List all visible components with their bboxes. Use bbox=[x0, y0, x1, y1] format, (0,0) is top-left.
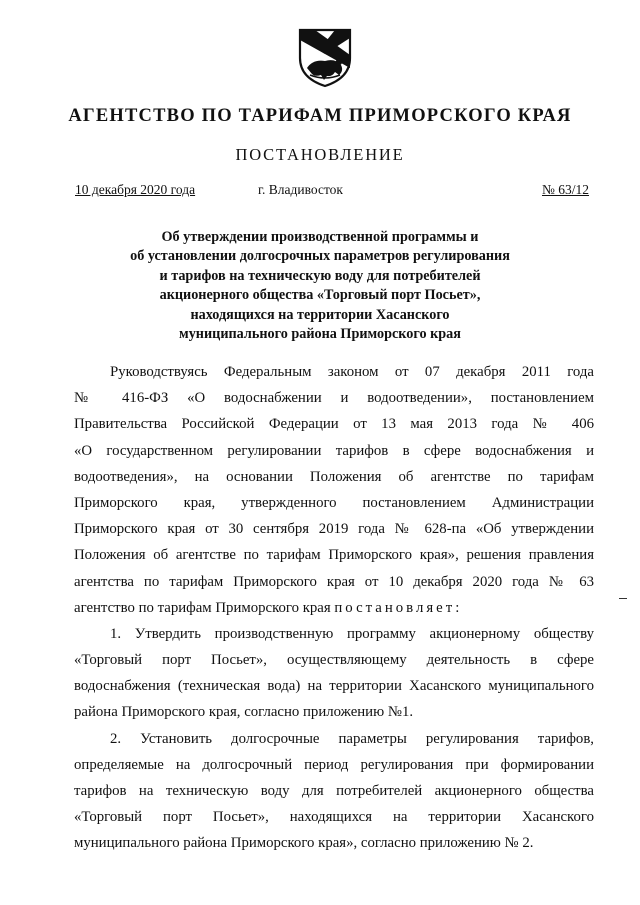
subject-line: и тарифов на техническую воду для потребителей bbox=[159, 267, 481, 284]
resolves-word: постановляет: bbox=[334, 599, 463, 616]
subject-line: об установлении долгосрочных параметров регулирования bbox=[130, 248, 510, 265]
item-1-line: 1. Утвердить производственную программу акционерному обществу bbox=[110, 625, 594, 642]
item-1-line: района Приморского края, согласно приложению №1. bbox=[74, 704, 414, 721]
subject-line: акционерного общества «Торговый порт Посьет», bbox=[159, 287, 481, 304]
body-line: № 416-ФЗ «О водоснабжении и водоотведении», постановлением bbox=[74, 390, 594, 407]
item-1-line: водоснабжения (техническая вода) на территории Хасанского муниципального bbox=[74, 678, 594, 695]
body-line: Положения об агентстве по тарифам Приморского края», решения правления bbox=[74, 547, 594, 564]
body-line: Руководствуясь Федеральным законом от 07 декабря 2011 года bbox=[110, 364, 594, 380]
document-body bbox=[74, 359, 594, 857]
item-1-line: «Торговый порт Посьет», осуществляющему деятельность в сфере bbox=[74, 652, 594, 669]
subject-line: муниципального района Приморского края bbox=[179, 326, 461, 343]
document-date: 10 декабря 2020 года bbox=[75, 182, 196, 197]
body-line: «О государственном регулировании тарифов в сфере водоснабжения и bbox=[74, 442, 594, 459]
document-number: № 63/12 bbox=[542, 182, 590, 197]
item-2-line: 2. Установить долгосрочные параметры регулирования тарифов, bbox=[110, 730, 594, 747]
subject-line: Об утверждении производственной программы и bbox=[161, 229, 479, 245]
item-2-line: определяемые на долгосрочный период регулирования при формировании bbox=[74, 756, 594, 773]
agency-title: АГЕНТСТВО ПО ТАРИФАМ ПРИМОРСКОГО КРАЯ bbox=[68, 106, 572, 126]
item-2-line: муниципального района Приморского края», согласно приложению № 2. bbox=[74, 835, 534, 852]
scan-edge-mark bbox=[619, 598, 627, 599]
body-line: водоотведения», на основании Положения об агентстве по тарифам bbox=[74, 468, 594, 485]
body-line: агентства по тарифам Приморского края от 10 декабря 2020 года № 63 bbox=[74, 573, 594, 590]
body-line bbox=[74, 595, 594, 621]
coat-of-arms-icon bbox=[297, 28, 353, 88]
document-city: г. Владивосток bbox=[258, 182, 343, 197]
body-line: Приморского края, утвержденного постановлением Администрации bbox=[74, 494, 594, 511]
body-line: Приморского края от 30 сентября 2019 года № 628-па «Об утверждении bbox=[74, 521, 594, 538]
document-type: ПОСТАНОВЛЕНИЕ bbox=[235, 145, 405, 164]
item-2-line: «Торговый порт Посьет», находящихся на территории Хасанского bbox=[74, 809, 594, 826]
body-line: Правительства Российской Федерации от 13 мая 2013 года № 406 bbox=[74, 416, 594, 433]
document-subject bbox=[90, 228, 550, 344]
item-2-line: тарифов на техническую воду для потребителей акционерного общества bbox=[74, 783, 594, 799]
subject-line: находящихся на территории Хасанского bbox=[190, 306, 450, 323]
body-line-prefix: агентство по тарифам Приморского края bbox=[74, 599, 335, 616]
